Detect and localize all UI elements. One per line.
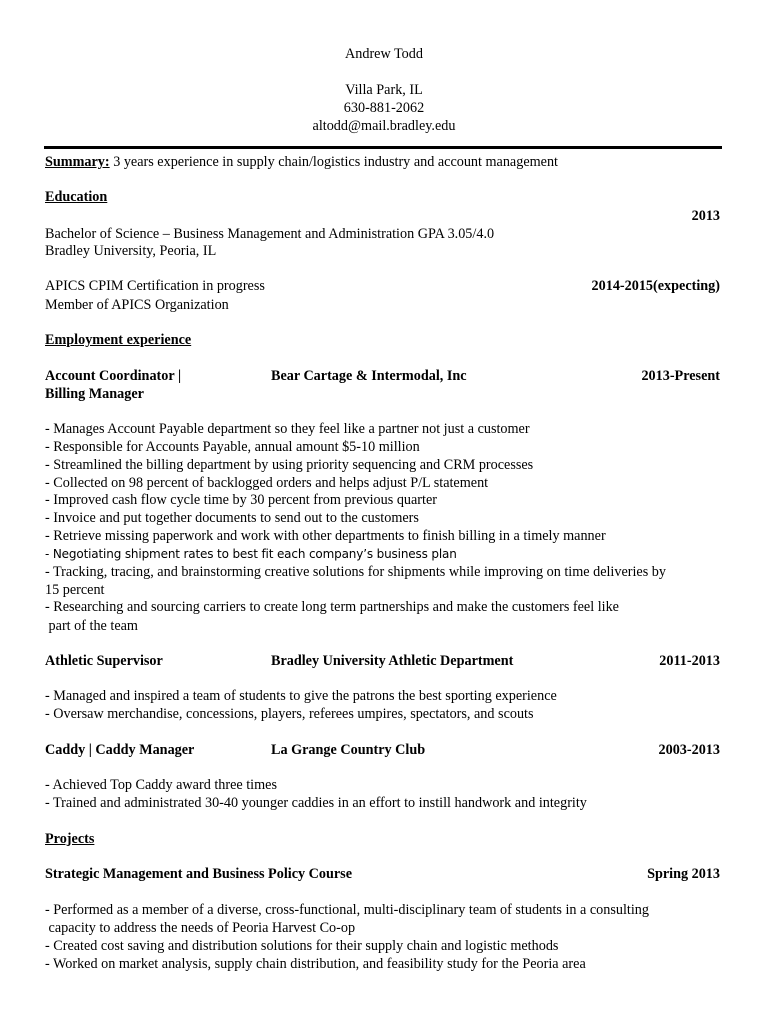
job-title: Athletic Supervisor: [45, 653, 163, 669]
job-bullet: - Invoice and put together documents to send out to the customers: [45, 510, 419, 526]
education-membership: Member of APICS Organization: [45, 297, 229, 313]
job-bullet: - Researching and sourcing carriers to create long term partnerships and make the customers feel like: [45, 599, 619, 615]
job-company: Bear Cartage & Intermodal, Inc: [271, 368, 467, 384]
resume-phone: 630-881-2062: [343, 100, 425, 116]
job-dates: 2011-2013: [659, 653, 720, 669]
job-bullet: - Managed and inspired a team of students to give the patrons the best sporting experience: [45, 688, 557, 704]
job-bullet-continued: part of the team: [45, 618, 138, 634]
job-bullet: - Trained and administrated 30-40 younger caddies in an effort to instill handwork and integrity: [45, 795, 587, 811]
resume-location: Villa Park, IL: [345, 82, 423, 98]
employment-heading: Employment experience: [45, 332, 192, 348]
job-bullet: - Oversaw merchandise, concessions, players, referees umpires, spectators, and scouts: [45, 706, 534, 722]
job-title-continued: Billing Manager: [45, 386, 144, 402]
job-title: Caddy | Caddy Manager: [45, 742, 195, 758]
job-bullet: - Achieved Top Caddy award three times: [45, 777, 277, 793]
job-bullet-continued: 15 percent: [45, 582, 105, 598]
resume-name: Andrew Todd: [345, 46, 423, 62]
job-bullet: - Responsible for Accounts Payable, annual amount $5-10 million: [45, 439, 420, 455]
resume-email: altodd@mail.bradley.edu: [312, 118, 456, 134]
job-bullet: - Manages Account Payable department so they feel like a partner not just a customer: [45, 421, 530, 437]
education-heading: Education: [45, 189, 108, 205]
education-certification: APICS CPIM Certification in progress: [45, 278, 265, 294]
project-bullet: - Created cost saving and distribution solutions for their supply chain and logistic methods: [45, 938, 559, 954]
job-company: Bradley University Athletic Department: [271, 653, 514, 669]
projects-heading: Projects: [45, 831, 95, 847]
job-bullet: - Improved cash flow cycle time by 30 percent from previous quarter: [45, 492, 437, 508]
job-bullet: - Tracking, tracing, and brainstorming creative solutions for shipments while improving on time deliveries by: [45, 564, 666, 580]
job-title: Account Coordinator |: [45, 368, 182, 384]
header-divider: [44, 146, 722, 149]
job-bullet: - Collected on 98 percent of backlogged orders and helps adjust P/L statement: [45, 475, 489, 491]
job-dates: 2003-2013: [658, 742, 720, 758]
project-bullet: - Performed as a member of a diverse, cross-functional, multi-disciplinary team of students in a consulting: [45, 902, 649, 918]
project-bullet: - Worked on market analysis, supply chain distribution, and feasibility study for the Peoria area: [45, 956, 586, 972]
education-certification-year: 2014-2015(expecting): [591, 278, 720, 294]
summary-line: [45, 154, 558, 172]
job-company: La Grange Country Club: [271, 742, 426, 758]
education-degree: Bachelor of Science – Business Management and Administration GPA 3.05/4.0: [45, 226, 495, 242]
education-degree-year: 2013: [691, 208, 720, 224]
job-dates: 2013-Present: [641, 368, 720, 384]
project-dates: Spring 2013: [647, 866, 720, 882]
job-bullet: - Streamlined the billing department by using priority sequencing and CRM processes: [45, 457, 534, 473]
education-school: Bradley University, Peoria, IL: [45, 243, 217, 259]
project-title: Strategic Management and Business Policy Course: [45, 866, 352, 882]
job-bullet: - Retrieve missing paperwork and work with other departments to finish billing in a timely manner: [45, 528, 606, 544]
job-bullet: - Negotiating shipment rates to best fit each company’s business plan: [45, 547, 457, 561]
summary-label: Summary:: [45, 154, 110, 170]
project-bullet-continued: capacity to address the needs of Peoria Harvest Co-op: [45, 920, 356, 936]
summary-text: 3 years experience in supply chain/logistics industry and account management: [109, 154, 558, 170]
